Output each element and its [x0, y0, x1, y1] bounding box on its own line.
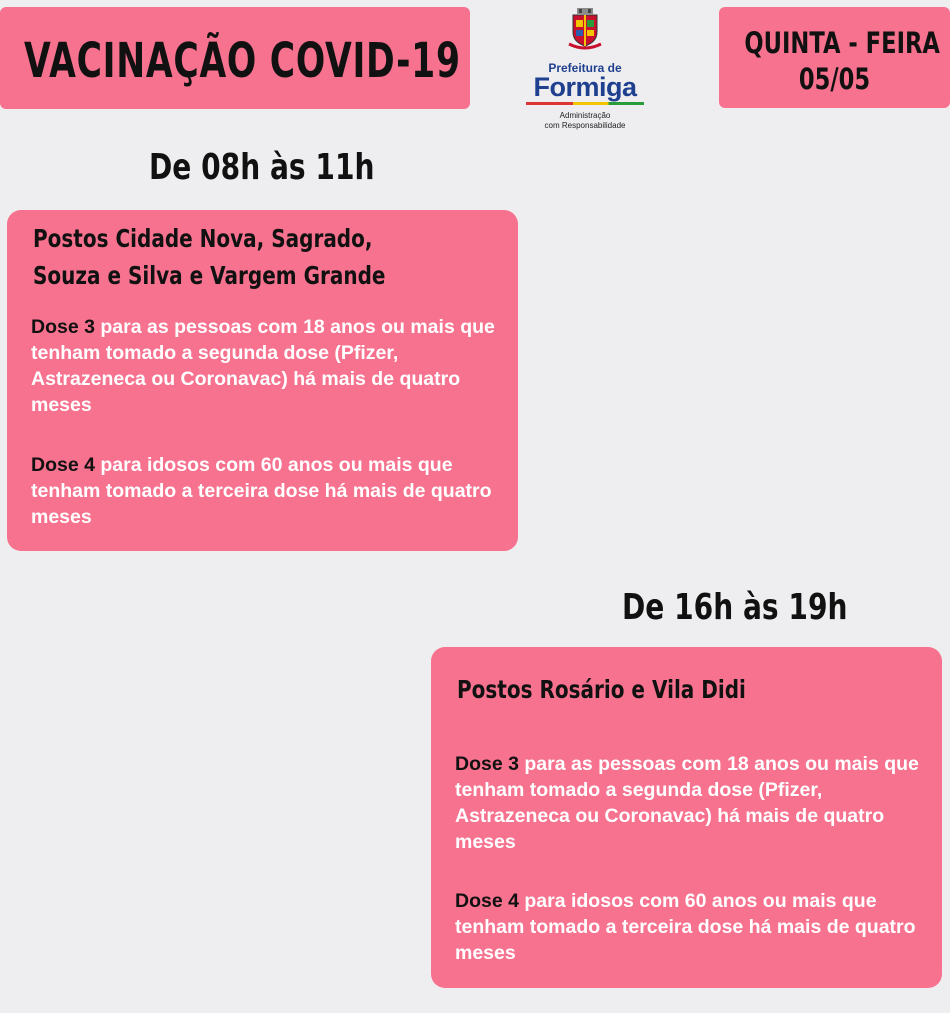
session1-locations: Postos Cidade Nova, Sagrado, Souza e Silva e Vargem Grande [33, 224, 386, 290]
date-label: QUINTA - FEIRA 05/05 [744, 26, 940, 96]
title-banner [0, 7, 470, 109]
session2-time: De 16h às 19h [622, 587, 848, 628]
page-title: VACINAÇÃO COVID-19 [24, 33, 461, 89]
date-banner [719, 7, 950, 108]
session1-card [7, 210, 518, 551]
session1-dose4: Dose 4 para idosos com 60 anos ou mais que tenham tomado a terceira dose há mais de quatro meses [31, 454, 492, 528]
logo-name: Formiga [533, 72, 637, 102]
session2-dose3: Dose 3 para as pessoas com 18 anos ou mais que tenham tomado a segunda dose (Pfizer, Astrazeneca ou Coronavac) há mais de quatro meses [455, 753, 919, 853]
logo-tagline: Administração com Responsabilidade [544, 111, 626, 130]
session1-time: De 08h às 11h [149, 147, 375, 188]
logo-prefix: Prefeitura de [548, 61, 622, 75]
prefeitura-logo [520, 8, 650, 138]
session2-locations: Postos Rosário e Vila Didi [457, 675, 746, 704]
session2-card [431, 647, 942, 988]
session2-dose4: Dose 4 para idosos com 60 anos ou mais que tenham tomado a terceira dose há mais de quatro meses [455, 890, 916, 964]
session1-dose3: Dose 3 para as pessoas com 18 anos ou mais que tenham tomado a segunda dose (Pfizer, Astrazeneca ou Coronavac) há mais de quatro meses [31, 316, 495, 416]
coat-of-arms-icon [568, 8, 602, 50]
logo-color-bar [526, 102, 644, 105]
